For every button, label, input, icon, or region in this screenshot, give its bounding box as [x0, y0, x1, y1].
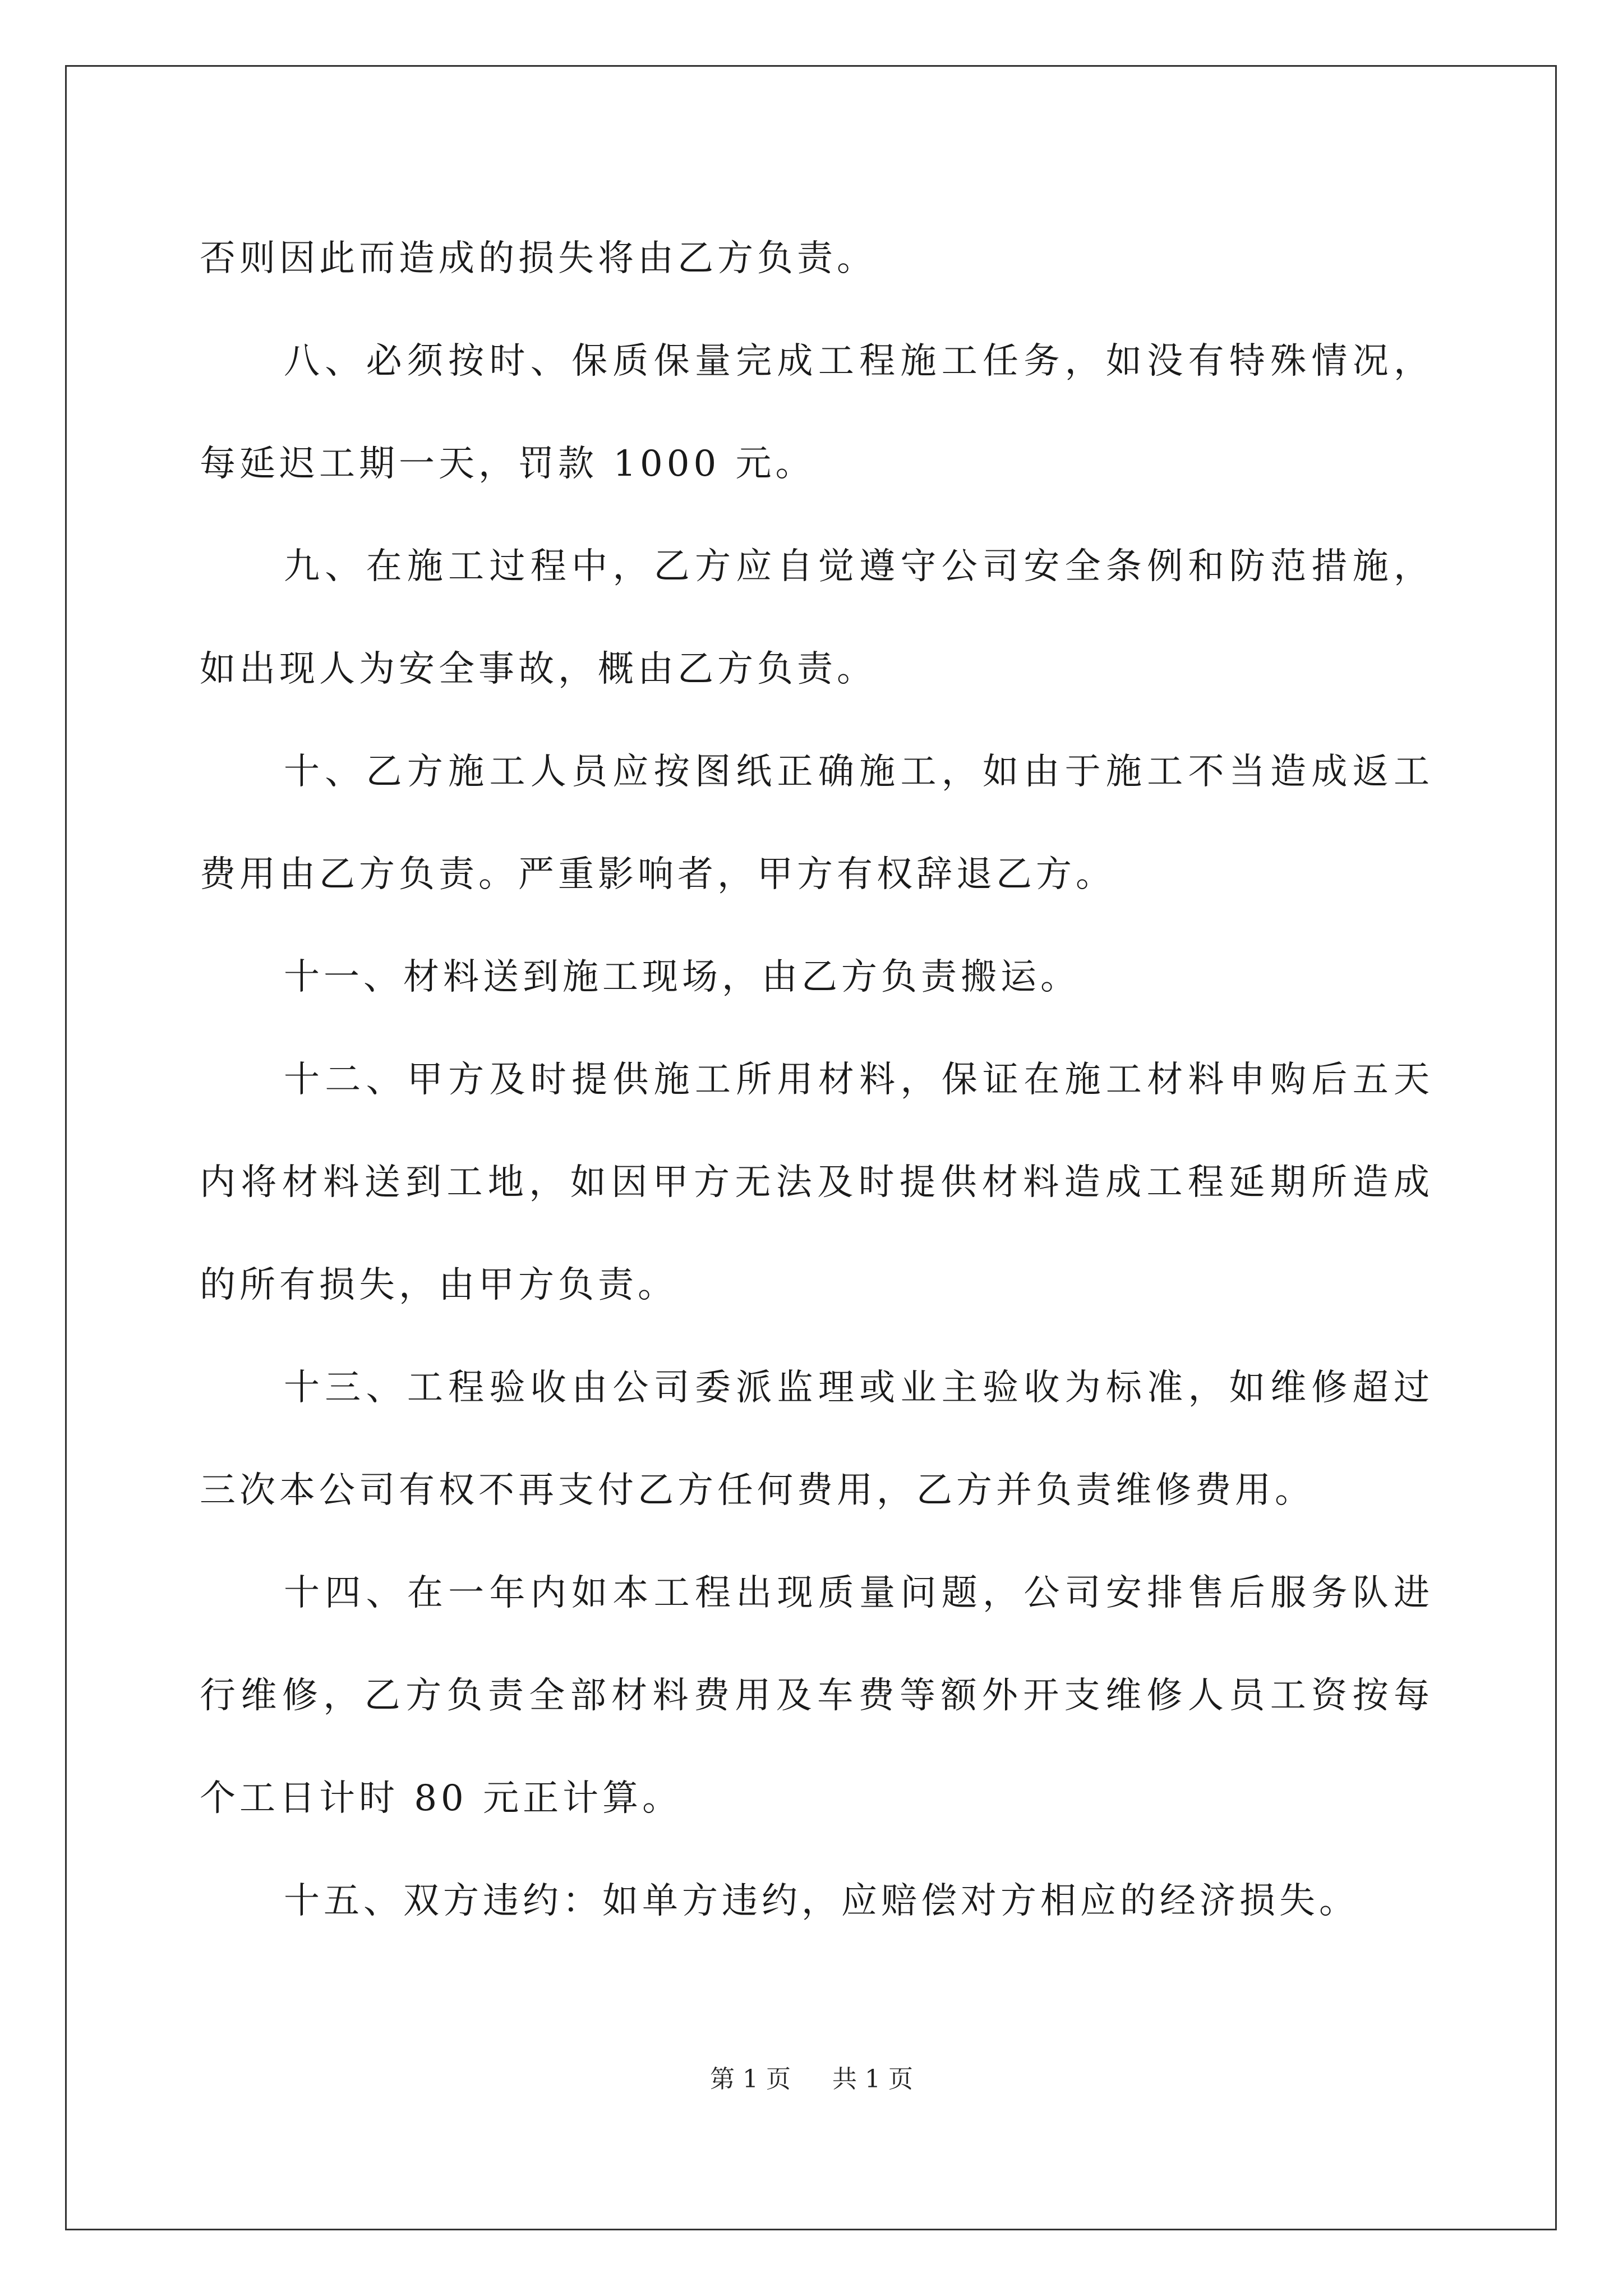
paragraph-clause-12: 十二、甲方及时提供施工所用材料，保证在施工材料申购后五天内将材料送到工地，如因甲方无法及时提供材料造成工程延期所造成的所有损失，由甲方负责。 — [200, 1059, 1433, 1306]
paragraph-clause-14: 十四、在一年内如本工程出现质量问题，公司安排售后服务队进行维修，乙方负责全部材料费用及车费等额外开支维修人员工资按每个工日计时 80 元正计算。 — [200, 1572, 1433, 1819]
paragraph-continuation: 否则因此而造成的损失将由乙方负责。 — [200, 238, 877, 279]
document-body — [200, 208, 1433, 1953]
paragraph-clause-8: 八、必须按时、保质保量完成工程施工任务，如没有特殊情况，每延迟工期一天，罚款 1000 元。 — [200, 341, 1433, 485]
page-number-total: 共 1 页 — [832, 2065, 913, 2093]
paragraph-clause-10: 十、乙方施工人员应按图纸正确施工，如由于施工不当造成返工费用由乙方负责。严重影响者，甲方有权辞退乙方。 — [200, 751, 1433, 895]
paragraph-clause-15: 十五、双方违约：如单方违约，应赔偿对方相应的经济损失。 — [284, 1880, 1359, 1922]
paragraph-clause-11: 十一、材料送到施工现场，由乙方负责搬运。 — [284, 956, 1080, 998]
page-footer — [0, 2059, 1623, 2095]
page-number-current: 第 1 页 — [710, 2065, 791, 2093]
paragraph-clause-9: 九、在施工过程中，乙方应自觉遵守公司安全条例和防范措施，如出现人为安全事故，概由乙方负责。 — [200, 546, 1433, 690]
paragraph-clause-13: 十三、工程验收由公司委派监理或业主验收为标准，如维修超过三次本公司有权不再支付乙方任何费用，乙方并负责维修费用。 — [200, 1367, 1433, 1511]
